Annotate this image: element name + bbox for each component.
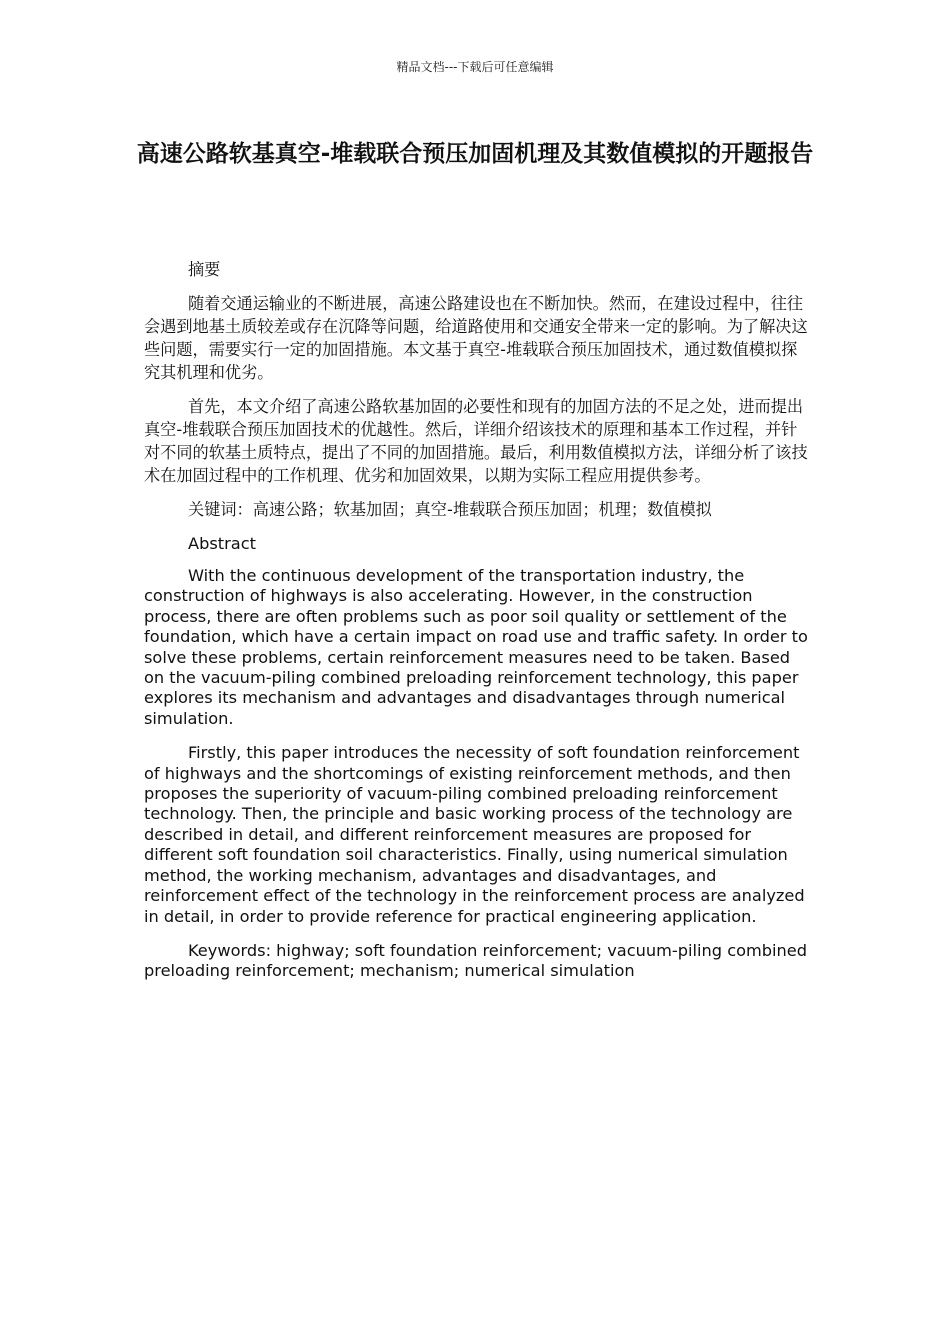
abstract-cn-heading: 摘要: [188, 260, 221, 279]
document-body: [144, 258, 808, 996]
abstract-en-paragraph-2: Firstly, this paper introduces the necessity of soft foundation reinforcement of highways and the shortcomings of existing reinforcement methods, and then proposes the superiority of vacuum-piling combined preloading reinforcement technology. Then, the principle and basic working process of the technology are described in detail, and different reinforcement measures are proposed for different soft foundation soil characteristics. Finally, using numerical simulation method, the working mechanism, advantages and disadvantages, and reinforcement effect of the technology in the reinforcement process are analyzed in detail, in order to provide reference for practical engineering application.: [144, 743, 805, 926]
abstract-en-paragraph-1: With the continuous development of the transportation industry, the construction of highways is also accelerating. However, in the construction process, there are often problems such as poor soil quality or settlement of the foundation, which have a certain impact on road use and traffic safety. In order to solve these problems, certain reinforcement measures need to be taken. Based on the vacuum-piling combined preloading reinforcement technology, this paper explores its mechanism and advantages and disadvantages through numerical simulation.: [144, 566, 808, 728]
abstract-cn-paragraph-1: 随着交通运输业的不断进展，高速公路建设也在不断加快。然而，在建设过程中，往往会遇到地基土质较差或存在沉降等问题，给道路使用和交通安全带来一定的影响。为了解决这些问题，需要实行一定的加固措施。本文基于真空-堆载联合预压加固技术，通过数值模拟探究其机理和优劣。: [144, 294, 808, 382]
abstract-en-heading: Abstract: [188, 534, 256, 553]
keywords-en: Keywords: highway; soft foundation reinforcement; vacuum-piling combined preloading reinforcement; mechanism; numerical simulation: [144, 940, 808, 981]
header-note: 精品文档---下载后可任意编辑: [396, 60, 554, 74]
document-title: 高速公路软基真空-堆载联合预压加固机理及其数值模拟的开题报告: [136, 141, 814, 167]
keywords-cn: 关键词：高速公路；软基加固；真空-堆载联合预压加固；机理；数值模拟: [188, 500, 712, 519]
abstract-cn-paragraph-2: 首先，本文介绍了高速公路软基加固的必要性和现有的加固方法的不足之处，进而提出真空-堆载联合预压加固技术的优越性。然后，详细介绍该技术的原理和基本工作过程，并针对不同的软基土质特点，提出了不同的加固措施。最后，利用数值模拟方法，详细分析了该技术在加固过程中的工作机理、优劣和加固效果，以期为实际工程应用提供参考。: [144, 397, 808, 485]
